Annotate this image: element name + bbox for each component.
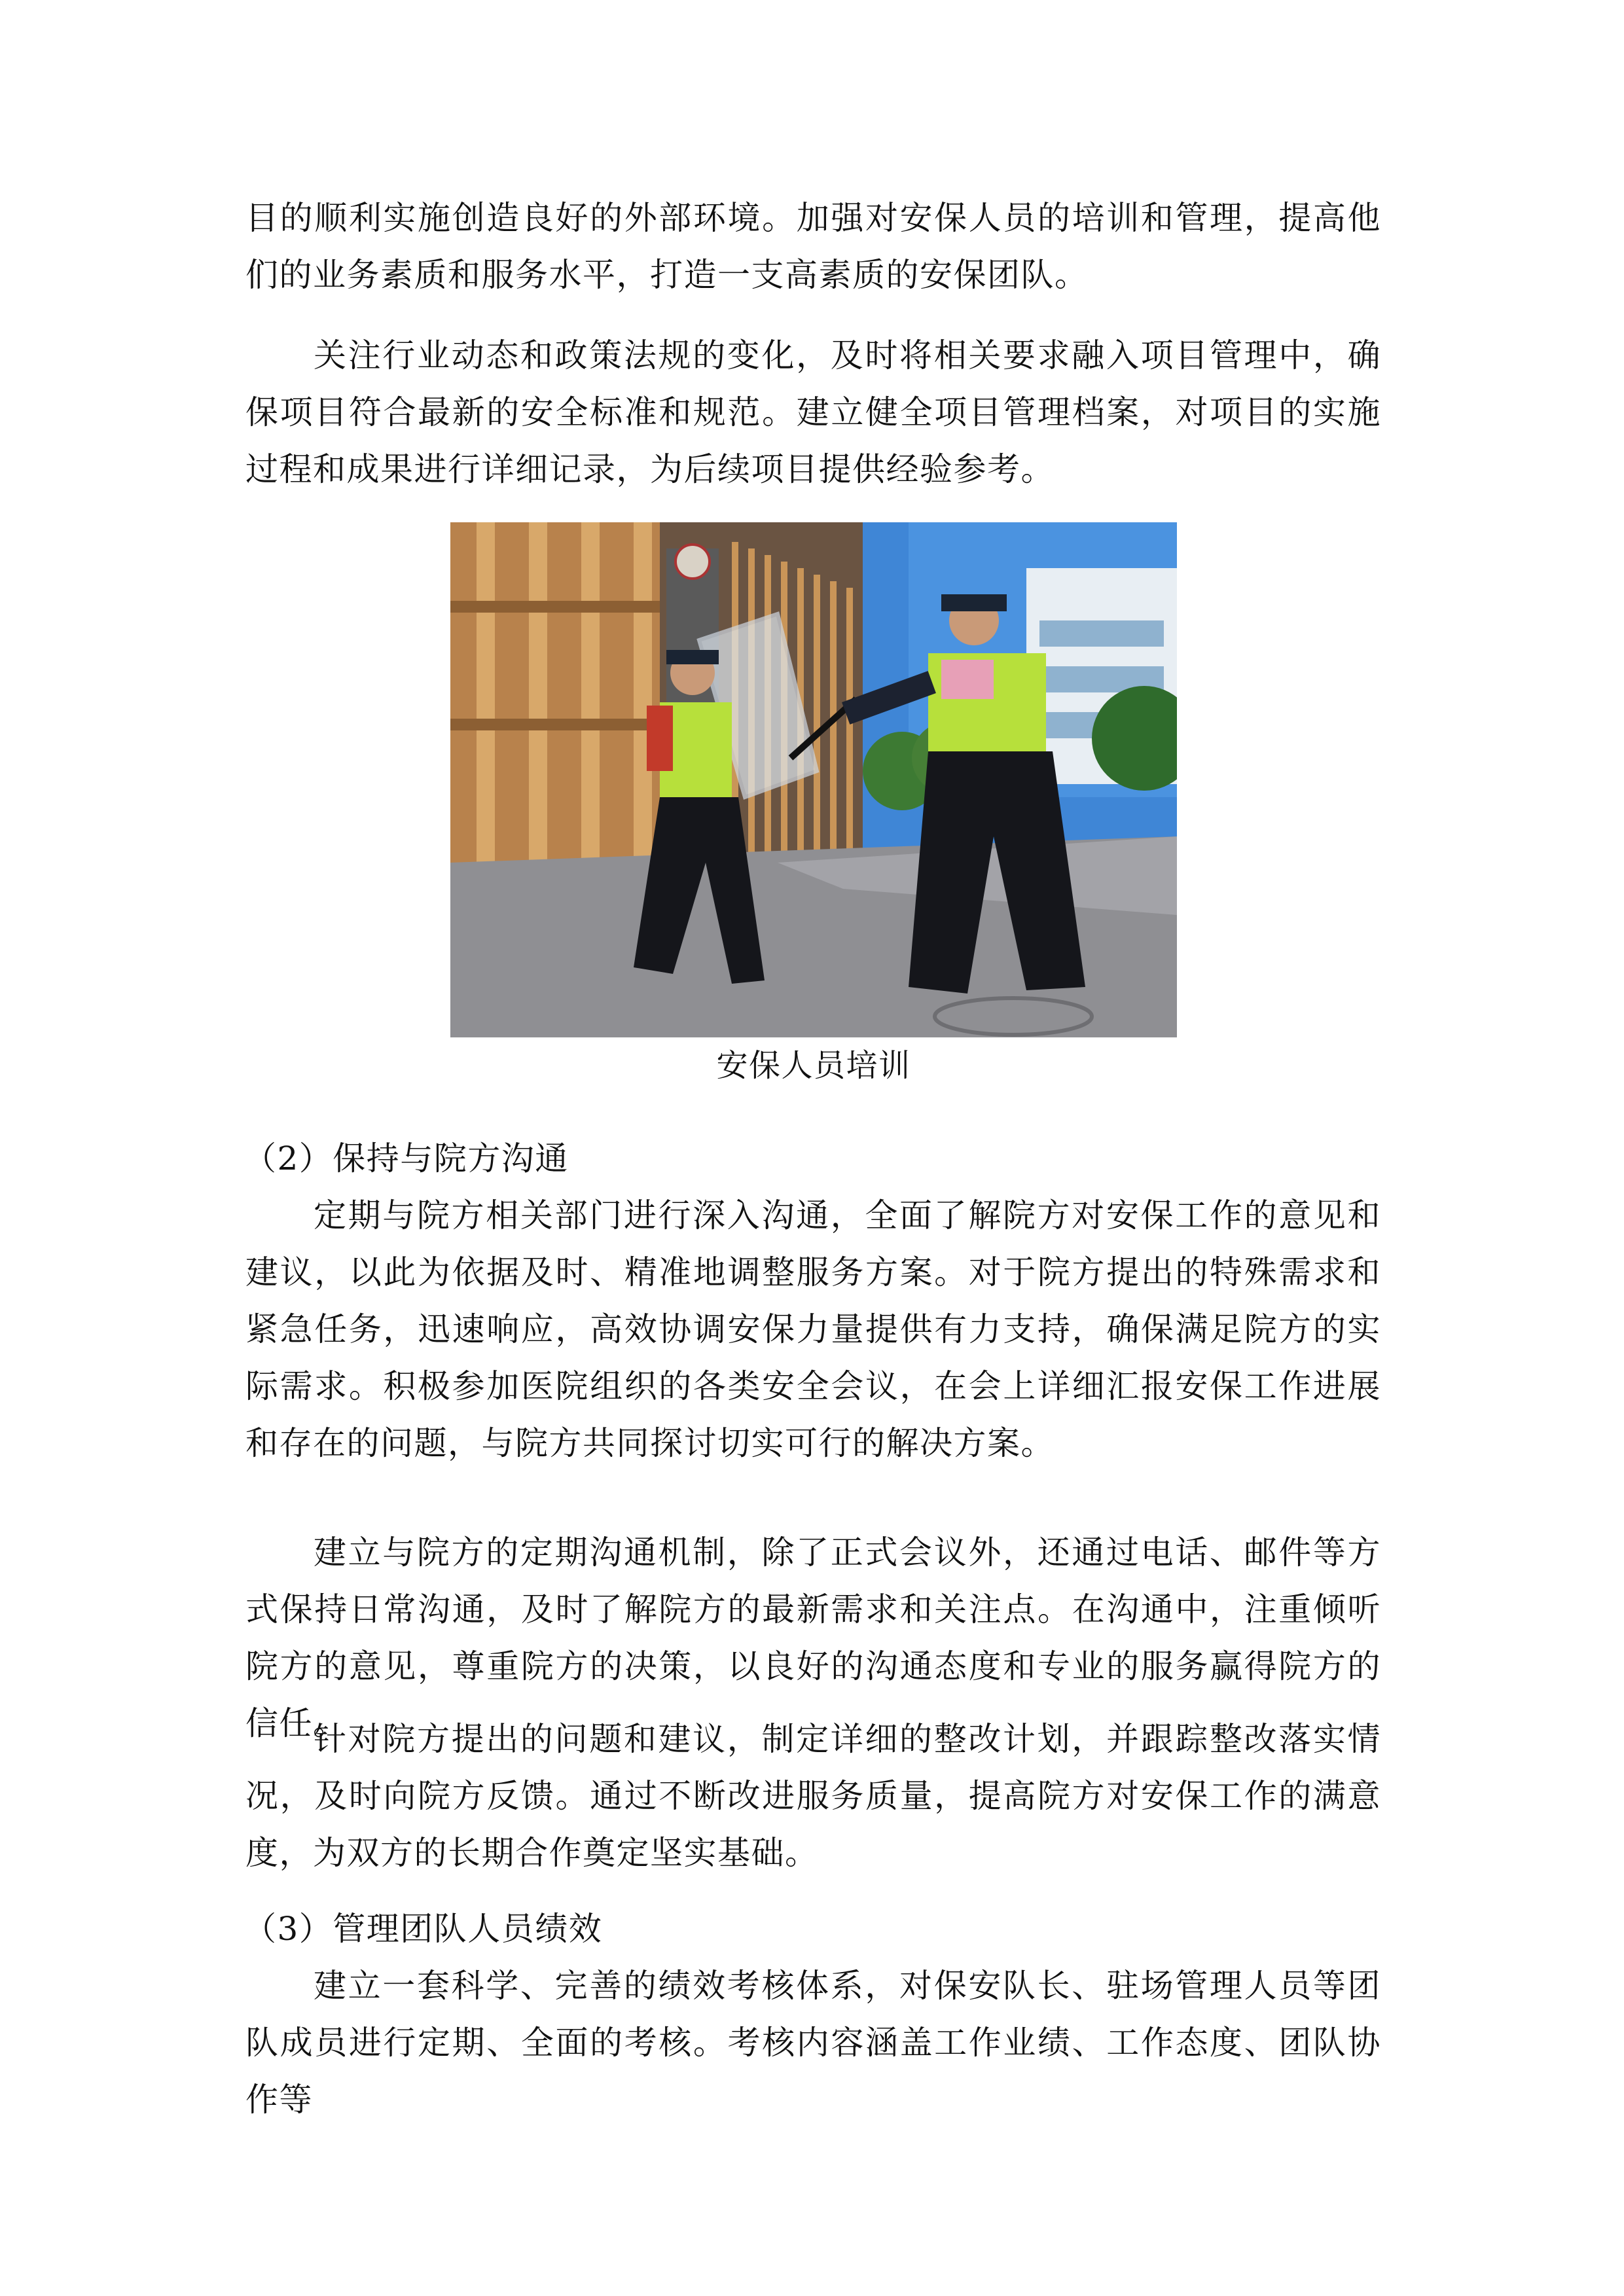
paragraph-regular-communication: 定期与院方相关部门进行深入沟通，全面了解院方对安保工作的意见和建议，以此为依据及时、精准地调整服务方案。对于院方提出的特殊需求和紧急任务，迅速响应，高效协调安保力量提供有力支持，确保满足院方的实际需求。积极参加医院组织的各类安全会议，在会上详细汇报安保工作进展和存在的问题，与院方共同探讨切实可行的解决方案。 bbox=[245, 1196, 1381, 1462]
section-heading-hospital-communication: （2）保持与院方沟通 bbox=[244, 1139, 569, 1177]
paragraph-communication-mechanism: 建立与院方的定期沟通机制，除了正式会议外，还通过电话、邮件等方式保持日常沟通，及时了解院方的最新需求和关注点。在沟通中，注重倾听院方的意见，尊重院方的决策，以良好的沟通态度和专业的服务赢得院方的信任。 bbox=[245, 1534, 1381, 1742]
paragraph-performance-system: 建立一套科学、完善的绩效考核体系，对保安队长、驻场管理人员等团队成员进行定期、全面的考核。考核内容涵盖工作业绩、工作态度、团队协作等 bbox=[245, 1967, 1381, 2119]
figure-caption: 安保人员培训 bbox=[716, 1047, 911, 1084]
paragraph-continued: 目的顺利实施创造良好的外部环境。加强对安保人员的培训和管理，提高他们的业务素质和服务水平，打造一支高素质的安保团队。 bbox=[245, 199, 1381, 294]
paragraph-industry-trends: 关注行业动态和政策法规的变化，及时将相关要求融入项目管理中，确保项目符合最新的安全标准和规范。建立健全项目管理档案，对项目的实施过程和成果进行详细记录，为后续项目提供经验参考。 bbox=[245, 336, 1381, 488]
paragraph-rectification-plan: 针对院方提出的问题和建议，制定详细的整改计划，并跟踪整改落实情况，及时向院方反馈。通过不断改进服务质量，提高院方对安保工作的满意度，为双方的长期合作奠定坚实基础。 bbox=[245, 1720, 1381, 1872]
section-heading-performance: （3）管理团队人员绩效 bbox=[244, 1910, 603, 1948]
security-training-photo bbox=[450, 522, 1177, 1037]
